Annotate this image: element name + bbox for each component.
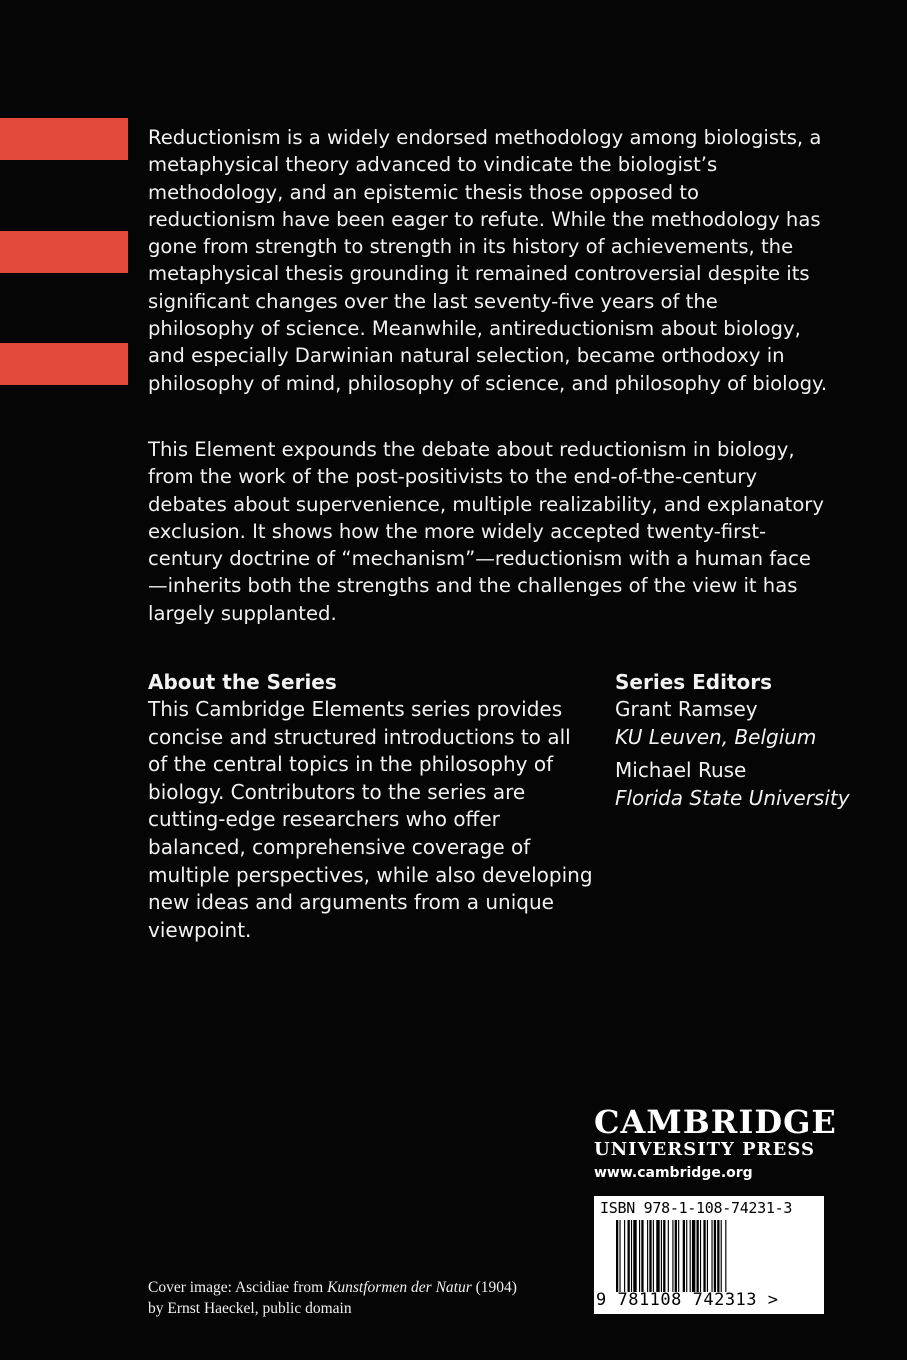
editor-entry <box>615 757 895 812</box>
isbn-label: ISBN 978-1-108-74231-3 <box>600 1199 793 1217</box>
barcode-bar <box>656 1220 659 1292</box>
about-series-section <box>148 668 596 944</box>
barcode-bars <box>616 1220 806 1292</box>
barcode-bar <box>725 1220 726 1292</box>
about-series-text: This Cambridge Elements series provides concise and structured introductions to all of the central topics in the philosophy of biology. Contributors to the series are cutting-edge researchers who offer balanced, comprehensive coverage of multiple perspectives, while also developing new ideas and arguments from a unique viewpoint. <box>148 697 593 942</box>
credit-suffix: (1904) <box>471 1279 517 1296</box>
barcode-bar <box>678 1220 679 1292</box>
publisher-name: CAMBRIDGE <box>594 1103 837 1141</box>
barcode-bar <box>697 1220 699 1292</box>
barcode-bar <box>692 1220 695 1292</box>
editor-entry <box>615 696 895 751</box>
barcode-bar <box>675 1220 677 1292</box>
barcode-bar <box>707 1220 708 1292</box>
blurb-text: This Element expounds the debate about reductionism in biology, from the work of the post-positivists to the end-of-the-century debates about supervenience, multiple realizability, and explanatory exclusion. It shows how the more widely accepted twenty-first-century doctrine of “mechanism”—reductionism with a human face—inherits both the strengths and the challenges of the view it has largely supplanted. <box>148 438 824 625</box>
barcode-bar <box>668 1220 669 1292</box>
barcode-bar <box>633 1220 636 1292</box>
about-series-heading: About the Series <box>148 670 337 694</box>
barcode-bar <box>717 1220 719 1292</box>
barcode-bar <box>672 1220 673 1292</box>
series-editors-heading: Series Editors <box>615 670 773 694</box>
decorative-red-bar <box>0 343 128 385</box>
decorative-red-bar <box>0 231 128 273</box>
isbn-barcode <box>594 1196 824 1314</box>
credit-prefix: Cover image: Ascidiae from <box>148 1279 328 1296</box>
blurb-paragraph-1 <box>148 124 828 397</box>
barcode-bar <box>690 1220 691 1292</box>
credit-title: Kunstformen der Natur <box>327 1279 472 1296</box>
barcode-bar <box>686 1220 687 1292</box>
publisher-logo <box>594 1103 837 1184</box>
editor-affiliation: KU Leuven, Belgium <box>615 724 817 749</box>
blurb-text: Reductionism is a widely endorsed methodology among biologists, a metaphysical theory advanced to vindicate the biologist’s methodology, and an epistemic thesis those opposed to reductionism have been eager to refute. While the methodology has gone from strength to strength in its history of achievements, the metaphysical thesis grounding it remained controversial despite its significant changes over the last seventy-five years of the philosophy of science. Meanwhile, antireductionism about biology, and especially Darwinian natural selection, became orthodoxy in philosophy of mind, philosophy of science, and philosophy of biology. <box>148 126 828 395</box>
barcode-bar <box>721 1220 722 1292</box>
barcode-bar <box>619 1220 620 1292</box>
barcode-bar <box>711 1220 712 1292</box>
barcode-digits: 9 781108 742313 > <box>596 1290 779 1310</box>
barcode-bar <box>683 1220 685 1292</box>
series-editors-section <box>615 668 895 818</box>
publisher-url: www.cambridge.org <box>594 1165 753 1181</box>
barcode-bar <box>700 1220 701 1292</box>
barcode-bar <box>653 1220 654 1292</box>
barcode-bar <box>647 1220 648 1292</box>
barcode-bar <box>628 1220 630 1292</box>
blurb-paragraph-2 <box>148 436 828 627</box>
barcode-bar <box>714 1220 716 1292</box>
credit-line2: by Ernst Haeckel, public domain <box>148 1300 352 1317</box>
barcode-bar <box>661 1220 662 1292</box>
editor-affiliation: Florida State University <box>615 785 850 810</box>
barcode-bar <box>624 1220 625 1292</box>
barcode-bar <box>616 1220 618 1292</box>
editor-name: Grant Ramsey <box>615 697 758 721</box>
barcode-bar <box>641 1220 643 1292</box>
publisher-press: UNIVERSITY PRESS <box>594 1139 815 1160</box>
barcode-bar <box>649 1220 651 1292</box>
barcode-bar <box>703 1220 705 1292</box>
decorative-red-bar <box>0 118 128 160</box>
editor-name: Michael Ruse <box>615 758 747 783</box>
cover-credit <box>148 1277 568 1319</box>
barcode-bar <box>663 1220 665 1292</box>
barcode-bar <box>631 1220 632 1292</box>
barcode-bar <box>639 1220 640 1292</box>
